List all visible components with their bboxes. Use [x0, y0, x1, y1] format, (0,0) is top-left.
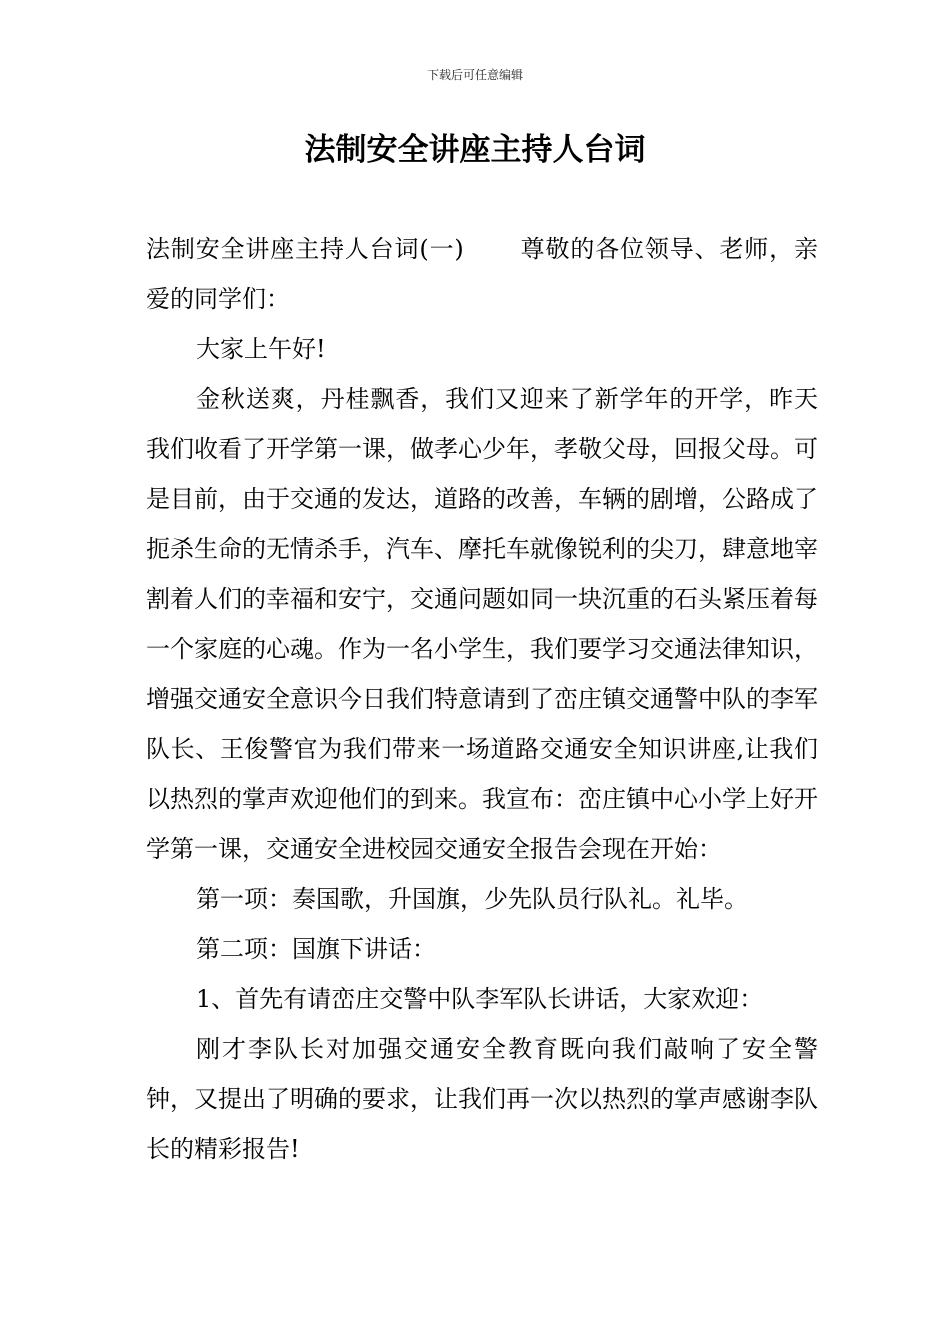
paragraph-speaker-intro: 1、首先有请峦庄交警中队李军队长讲话，大家欢迎： — [196, 985, 764, 1013]
header-note: 下载后可任意编辑 — [426, 68, 523, 82]
document-title: 法制安全讲座主持人台词 — [304, 132, 646, 168]
document-body — [146, 224, 818, 1174]
paragraph-opening: 金秋送爽，丹桂飘香，我们又迎来了新学年的开学，昨天我们收看了开学第一课，做孝心少年，孝敬父母，回报父母。可是目前，由于交通的发达，道路的改善，车辆的剧增，公路成了扼杀生命的无情杀手，汽车、摩托车就像锐利的尖刀，肆意地宰割着人们的幸福和安宁，交通问题如同一块沉重的石头紧压着每一个家庭的心魂。作为一名小学生，我们要学习交通法律知识，增强交通安全意识今日我们特意请到了峦庄镇交通警中队的李军队长、王俊警官为我们带来一场道路交通安全知识讲座,让我们以热烈的掌声欢迎他们的到来。我宣布：峦庄镇中心小学上好开学第一课，交通安全进校园交通安全报告会现在开始： — [146, 385, 818, 863]
paragraph-thanks: 刚才李队长对加强交通安全教育既向我们敲响了安全警钟，又提出了明确的要求，让我们再一次以热烈的掌声感谢李队长的精彩报告! — [146, 1035, 818, 1163]
paragraph-item-two: 第二项：国旗下讲话： — [196, 935, 436, 963]
intro-greeting: 尊敬的各位领导、老师，亲爱的同学们： — [146, 235, 819, 313]
paragraph-greeting: 大家上午好! — [196, 335, 326, 363]
intro-subtitle: 法制安全讲座主持人台词(一) — [146, 235, 464, 263]
intro-paragraph — [146, 224, 818, 324]
paragraph-item-one: 第一项：奏国歌，升国旗，少先队员行队礼。礼毕。 — [196, 885, 748, 913]
